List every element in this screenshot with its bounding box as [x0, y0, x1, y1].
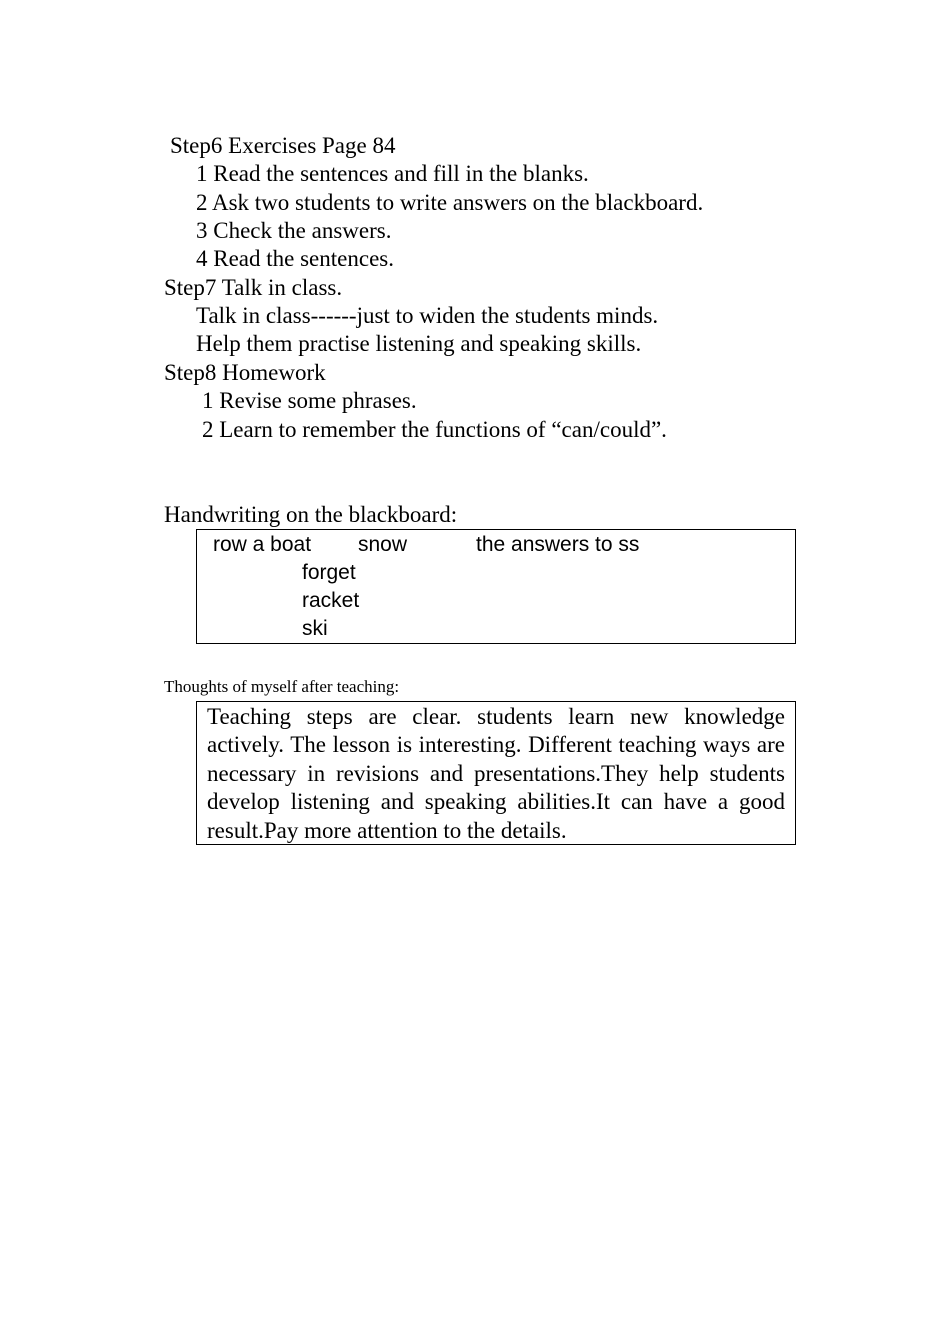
blackboard-word: ski: [302, 617, 328, 640]
step7-title: Step7 Talk in class.: [164, 275, 343, 300]
blackboard-word: the answers to ss: [476, 533, 640, 556]
step8-item-2: 2 Learn to remember the functions of “can/could”.: [202, 417, 667, 442]
blackboard-box: [196, 529, 796, 644]
thoughts-heading: Thoughts of myself after teaching:: [164, 677, 400, 696]
step6-item-2: 2 Ask two students to write answers on the blackboard.: [196, 190, 704, 215]
step6-title: Step6 Exercises Page 84: [170, 133, 396, 158]
step8-item-1: 1 Revise some phrases.: [202, 388, 417, 413]
blackboard-word: snow: [358, 533, 408, 556]
step7-item-2: Help them practise listening and speaking skills.: [196, 331, 642, 356]
blackboard-heading: Handwriting on the blackboard:: [164, 502, 458, 527]
step6-item-4: 4 Read the sentences.: [196, 246, 394, 271]
step6-item-3: 3 Check the answers.: [196, 218, 392, 243]
blackboard-word: racket: [302, 589, 360, 612]
blackboard-word: forget: [302, 561, 356, 584]
blackboard-word: row a boat: [213, 533, 312, 556]
thoughts-text: Teaching steps are clear. students learn new knowledge actively. The lesson is interesting. Different teaching ways are necessary in revisions and presentations.They help students develop listening and speaking abilities.It can have a good result.Pay more attention to the details.: [207, 704, 785, 843]
step6-item-1: 1 Read the sentences and fill in the blanks.: [196, 161, 589, 186]
step7-item-1: Talk in class------just to widen the students minds.: [196, 303, 659, 328]
step8-title: Step8 Homework: [164, 360, 326, 385]
thoughts-box: [196, 701, 796, 845]
